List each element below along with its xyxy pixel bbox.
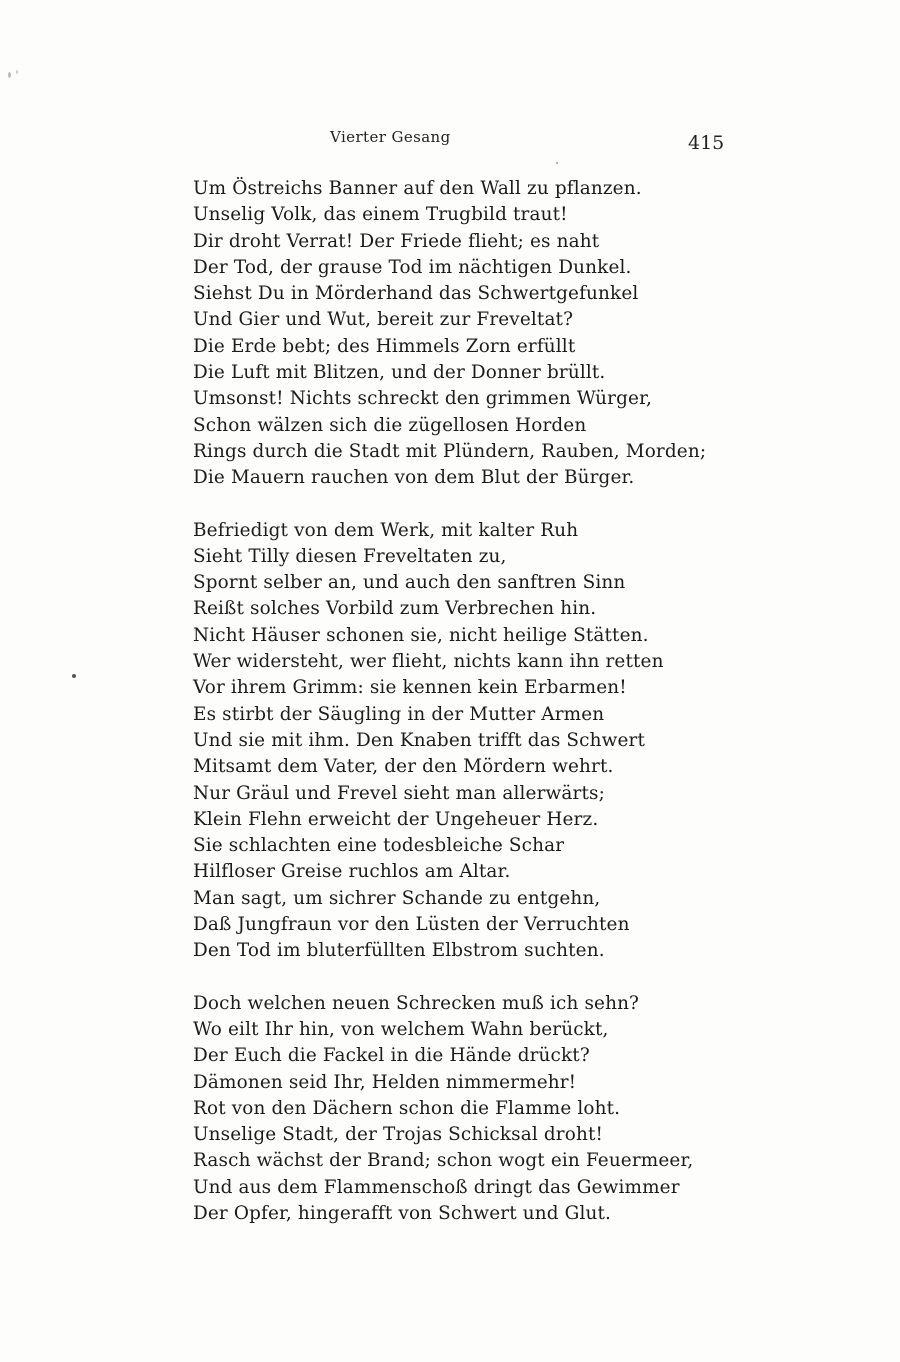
verse-line: Es stirbt der Säugling in der Mutter Armen (193, 703, 605, 725)
stanza-3 (193, 991, 713, 1228)
verse-line: Um Östreichs Banner auf den Wall zu pflanzen. (193, 178, 642, 199)
verse-line: Klein Flehn erweicht der Ungeheuer Herz. (193, 808, 599, 830)
verse-line: Die Erde bebt; des Himmels Zorn erfüllt (193, 335, 576, 357)
verse-line: Siehst Du in Mörderhand das Schwertgefunkel (193, 283, 639, 305)
verse-line: Der Tod, der grause Tod im nächtigen Dunkel. (193, 256, 632, 278)
verse-line: Nicht Häuser schonen sie, nicht heilige Stätten. (193, 624, 649, 646)
poem-text (193, 176, 713, 1253)
verse-line: Dir droht Verrat! Der Friede flieht; es naht (193, 230, 600, 252)
verse-line: Rasch wächst der Brand; schon wogt ein Feuermeer, (193, 1150, 694, 1172)
paper-speck (8, 72, 11, 78)
verse-line: Die Luft mit Blitzen, und der Donner brüllt. (193, 362, 606, 384)
verse-line: Der Euch die Fackel in die Hände drückt? (193, 1045, 590, 1067)
verse-line: Wer widersteht, wer flieht, nichts kann ihn retten (193, 651, 664, 673)
verse-line: Und sie mit ihm. Den Knaben trifft das Schwert (193, 729, 646, 751)
verse-line: Vor ihrem Grimm: sie kennen kein Erbarmen! (193, 677, 627, 699)
verse-line: Mitsamt dem Vater, der den Mördern wehrt. (193, 756, 614, 778)
running-head (0, 128, 900, 152)
verse-line: Rot von den Dächern schon die Flamme loht. (193, 1097, 621, 1119)
verse-line: Der Opfer, hingerafft von Schwert und Glut. (193, 1202, 612, 1224)
verse-line: Man sagt, um sichrer Schande zu entgehn, (193, 887, 601, 909)
verse-line: Den Tod im bluterfüllten Elbstrom suchten. (193, 940, 605, 962)
verse-line: Sie schlachten eine todesbleiche Schar (193, 835, 565, 857)
verse-line: Unselige Stadt, der Trojas Schicksal droht! (193, 1124, 604, 1146)
verse-line: Und Gier und Wut, bereit zur Freveltat? (193, 309, 574, 331)
verse-line: Sieht Tilly diesen Freveltaten zu, (193, 545, 507, 567)
paper-speck (72, 674, 76, 678)
verse-line: Befriedigt von dem Werk, mit kalter Ruh (193, 519, 579, 541)
verse-line: Rings durch die Stadt mit Plündern, Rauben, Morden; (193, 440, 707, 462)
verse-line: Hilfloser Greise ruchlos am Altar. (193, 861, 511, 883)
verse-line: Nur Gräul und Frevel sieht man allerwärts; (193, 782, 605, 804)
stanza-1 (193, 176, 713, 492)
stanza-2 (193, 518, 713, 965)
verse-line: Reißt solches Vorbild zum Verbrechen hin. (193, 598, 597, 620)
paper-speck (556, 162, 558, 164)
verse-line: Schon wälzen sich die zügellosen Horden (193, 414, 587, 436)
verse-line: Doch welchen neuen Schrecken muß ich sehn? (193, 992, 640, 1014)
verse-line: Daß Jungfraun vor den Lüsten der Verruchten (193, 914, 630, 936)
verse-line: Wo eilt Ihr hin, von welchem Wahn berückt, (193, 1018, 609, 1040)
running-title: Vierter Gesang (330, 128, 451, 146)
page-number: 415 (688, 132, 725, 154)
verse-line: Und aus dem Flammenschoß dringt das Gewimmer (193, 1176, 680, 1198)
paper-speck (16, 70, 18, 74)
verse-line: Spornt selber an, und auch den sanftren Sinn (193, 572, 626, 594)
verse-line: Dämonen seid Ihr, Helden nimmermehr! (193, 1071, 577, 1093)
verse-line: Die Mauern rauchen von dem Blut der Bürger. (193, 467, 635, 489)
verse-line: Umsonst! Nichts schreckt den grimmen Würger, (193, 388, 652, 410)
verse-line: Unselig Volk, das einem Trugbild traut! (193, 204, 568, 226)
